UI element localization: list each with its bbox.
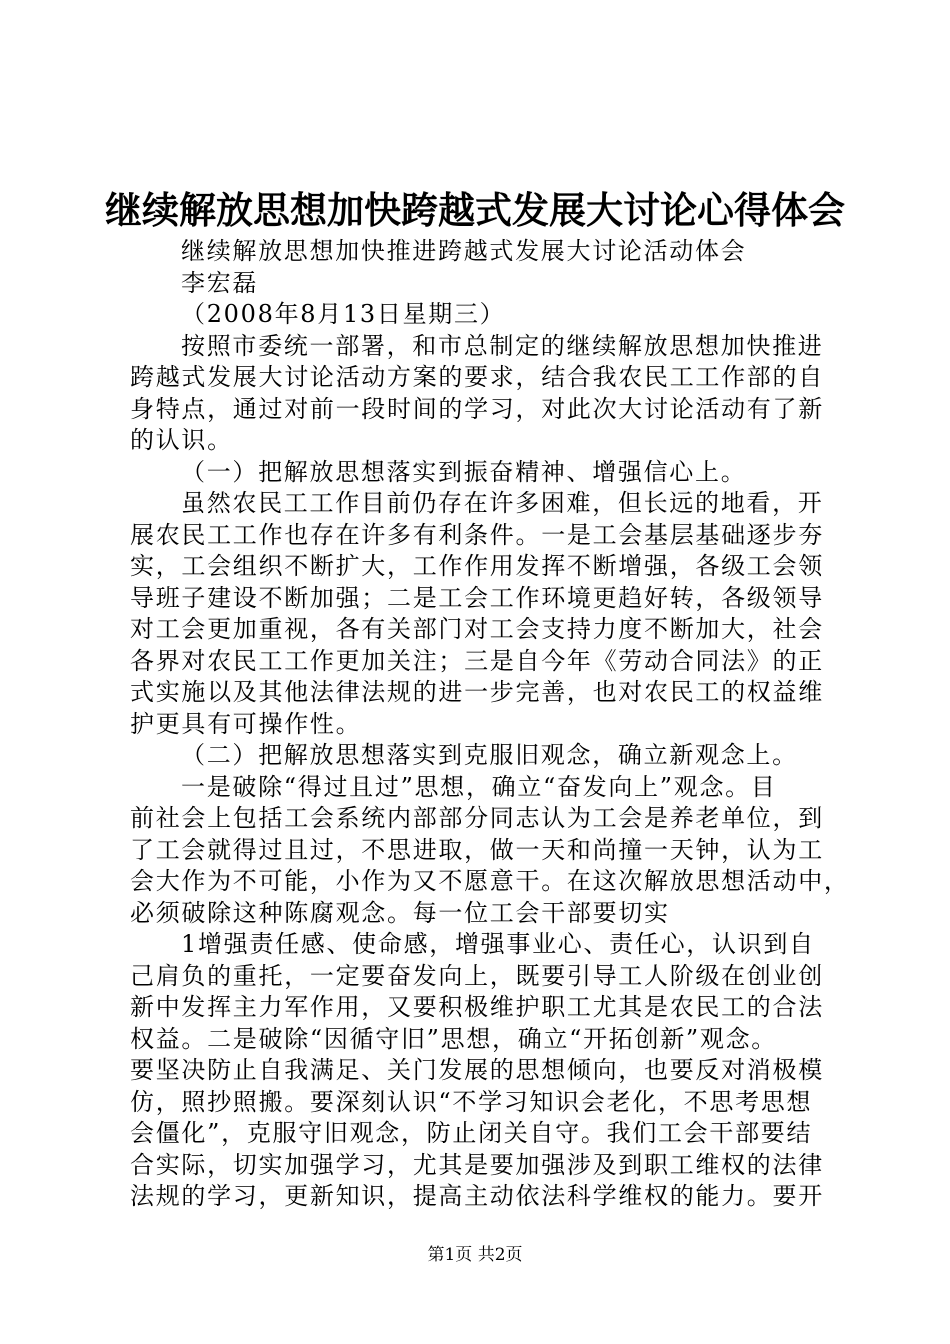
date-line: （2008年8月13日星期三）: [181, 300, 506, 328]
body-line: 虽然农民工工作目前仍存在许多困难，但长远的地看，开: [181, 489, 824, 517]
body-line: 一是破除“得过且过”思想，确立“奋发向上”观念。目: [181, 772, 777, 801]
body-line: 身特点，通过对前一段时间的学习，对此次大讨论活动有了新: [130, 394, 824, 423]
page-number: 第1页 共2页: [427, 1245, 523, 1265]
body-line: 会大作为不可能，小作为又不愿意干。在这次解放思想活动中，: [130, 867, 850, 895]
body-line: 会僵化”，克服守旧观念，防止闭关自守。我们工会干部要结: [130, 1119, 813, 1147]
body-line: 实，工会组织不断扩大，工作作用发挥不断增强，各级工会领: [130, 552, 824, 580]
body-line: 各界对农民工工作更加关注；三是自今年《劳动合同法》的正: [130, 646, 824, 675]
body-line: 新中发挥主力军作用，又要积极维护职工尤其是农民工的合法: [130, 993, 824, 1021]
body-line: 按照市委统一部署，和市总制定的继续解放思想加快推进: [181, 331, 824, 360]
section-heading: （一）把解放思想落实到振奋精神、增强信心上。: [181, 457, 747, 486]
body-line: 式实施以及其他法律法规的进一步完善，也对农民工的权益维: [130, 678, 824, 706]
document-title: 继续解放思想加快跨越式发展大讨论心得体会: [105, 188, 845, 232]
body-line: 1增强责任感、使命感，增强事业心、责任心，认识到自: [181, 930, 815, 958]
body-line: 权益。二是破除“因循守旧”思想，确立“开拓创新”观念。: [130, 1024, 777, 1053]
author: 李宏磊: [181, 268, 259, 297]
body-line: 对工会更加重视，各有关部门对工会支持力度不断加大，社会: [130, 615, 824, 643]
body-line: 前社会上包括工会系统内部部分同志认为工会是养老单位，到: [130, 804, 824, 832]
body-line: 必须破除这种陈腐观念。每一位工会干部要切实: [130, 898, 670, 927]
body-line: 了工会就得过且过，不思进取，做一天和尚撞一天钟，认为工: [130, 835, 824, 864]
body-line: 仿，照抄照搬。要深刻认识“不学习知识会老化，不思考思想: [130, 1087, 813, 1116]
body-line: 的认识。: [130, 426, 233, 454]
body-line: 跨越式发展大讨论活动方案的要求，结合我农民工工作部的自: [130, 363, 824, 391]
subtitle: 继续解放思想加快推进跨越式发展大讨论活动体会: [181, 237, 747, 265]
body-line: 展农民工工作也存在许多有利条件。一是工会基层基础逐步夯: [130, 520, 824, 549]
body-line: 合实际，切实加强学习，尤其是要加强涉及到职工维权的法律: [130, 1150, 824, 1179]
section-heading: （二）把解放思想落实到克服旧观念，确立新观念上。: [181, 741, 798, 769]
body-line: 导班子建设不断加强；二是工会工作环境更趋好转，各级领导: [130, 583, 824, 612]
document-body: [130, 236, 850, 1213]
body-line: 己肩负的重托，一定要奋发向上，既要引导工人阶级在创业创: [130, 961, 824, 990]
body-line: 护更具有可操作性。: [130, 709, 362, 738]
body-line: 法规的学习，更新知识，提高主动依法科学维权的能力。要开: [130, 1182, 824, 1210]
body-line: 要坚决防止自我满足、关门发展的思想倾向，也要反对消极模: [130, 1056, 824, 1084]
